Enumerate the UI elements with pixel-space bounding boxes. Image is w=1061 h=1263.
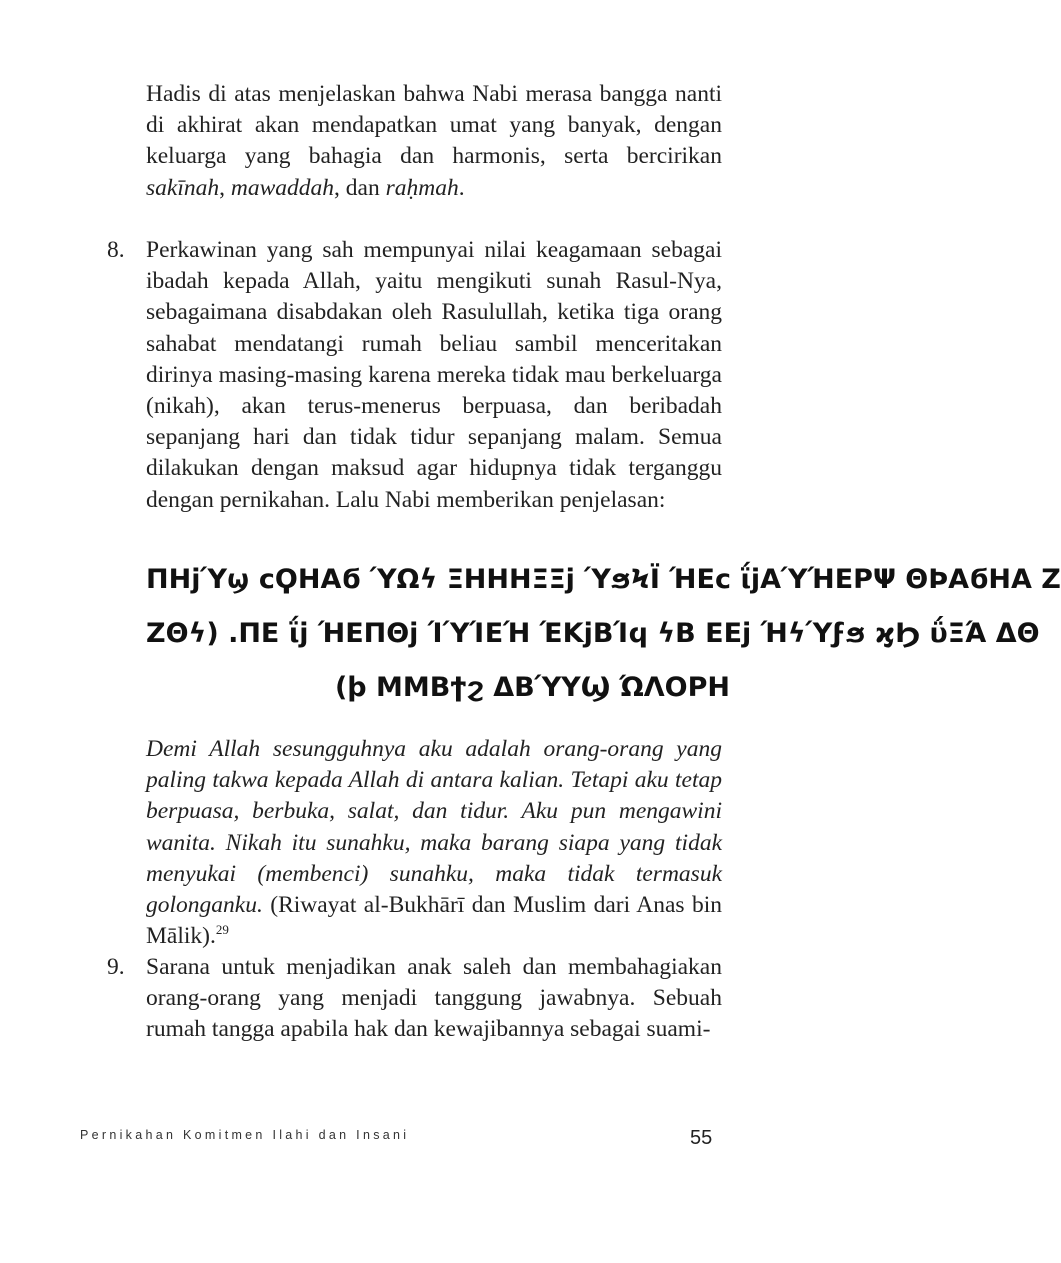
arabic-hadith-block — [146, 553, 1061, 715]
page-number: 55 — [690, 1127, 713, 1149]
arabic-line-2: ΖΘϟ) .ΠΕ ΐϳ ΉΕΠΘϳ ΊΎΊΕΉ ΈΚϳΒΊϥ ϟΒ ΕΕϳ ΉϟΎϝϧ ϗϦ ΰΞΆ ΔΘ — [146, 618, 1040, 649]
translation-italic: Demi Allah sesungguhnya aku adalah orang-orang yang paling takwa kepada Allah di antara kalian. Tetapi aku tetap berpuasa, berbuka, salat, dan tidur. Aku pun mengawini wanita. Nikah itu sunahku, maka barang siapa yang tidak menyukai (membenci) sunahku, maka tidak termasuk golonganku. — [146, 736, 722, 919]
footnote-marker[interactable]: 29 — [215, 922, 229, 938]
separator: , dan — [334, 174, 386, 201]
term-rahmah: raḥmah — [385, 174, 459, 201]
running-footer-title: Pernikahan Komitmen Ilahi dan Insani — [80, 1128, 410, 1142]
list-item-9-text: Sarana untuk menjadikan anak saleh dan membahagiakan orang-orang yang menjadi tanggung jawabnya. Sebuah rumah tangga apabila hak dan kewajibannya sebagai suami- — [146, 954, 722, 1043]
list-number-8: 8. — [107, 237, 125, 263]
intro-paragraph — [146, 79, 722, 204]
list-item-8-text: Perkawinan yang sah mempunyai nilai keagamaan sebagai ibadah kepada Allah, yaitu mengikuti sunah Rasul-Nya, sebagaimana disabdakan oleh Rasulullah, ketika tiga orang sahabat mendatangi rumah beliau sambil menceritakan dirinya masing-masing karena mereka tidak mau berkeluarga (nikah), akan terus-menerus berpuasa, dan beribadah sepanjang hari dan tidak tidur sepanjang malam. Semua dilakukan dengan maksud agar hidupnya tidak terganggu dengan pernikahan. Lalu Nabi memberikan penjelasan: — [146, 237, 722, 513]
arabic-line-3: (ϸ ΜΜΒϯϩ ΔΒΎΥϢ ΏΛΟΡΗ — [334, 672, 730, 703]
term-sakinah: sakīnah — [146, 174, 220, 201]
separator: , — [219, 174, 231, 201]
hadith-translation — [146, 734, 722, 952]
arabic-line-1: ΠΗϳΎϣ ϲϘΗΑϭ ΎΩϟ ΞΗΗΗΞΞϳ ΎϧϞΪ ΉΕϲ ΐϳΑΎΉΕΡΨ ΘϷΑϭΗΑ Ζ — [146, 564, 1061, 595]
period: . — [458, 174, 465, 201]
list-number-9: 9. — [107, 954, 125, 980]
hadith-source: (Riwayat al-Bukhārī dan Muslim dari Anas bin Mālik). — [146, 892, 722, 950]
intro-text: Hadis di atas menjelaskan bahwa Nabi merasa bangga nanti di akhirat akan mendapatkan umat yang banyak, dengan keluarga yang bahagia dan harmonis, serta bercirikan — [146, 81, 722, 170]
term-mawaddah: mawaddah — [230, 174, 335, 201]
